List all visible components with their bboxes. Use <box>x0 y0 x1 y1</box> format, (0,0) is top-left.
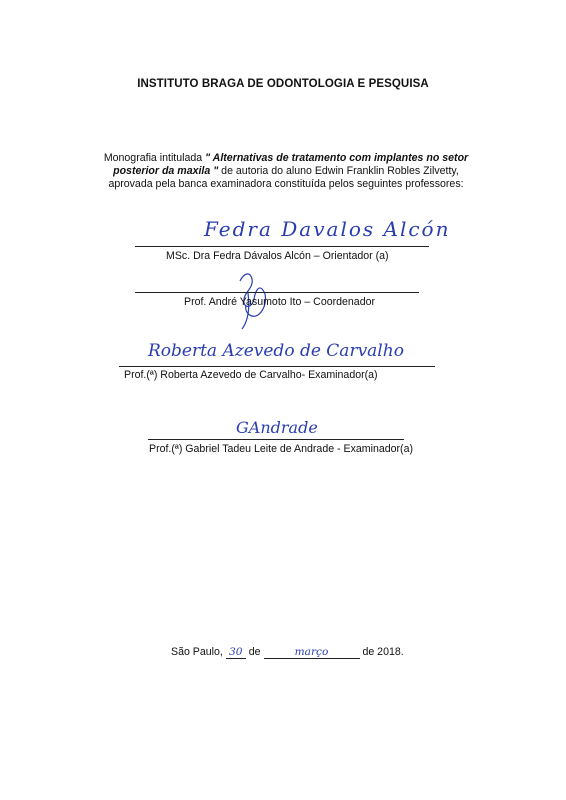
date-day: 30 <box>226 646 246 659</box>
date-city: São Paulo, <box>171 646 223 658</box>
signature-1: Fedra Davalos Alcón <box>204 217 451 241</box>
signature-3: Roberta Azevedo de Carvalho <box>148 341 404 361</box>
monograph-title: " Alternativas de tratamento com implantes no setor posterior da maxila " <box>113 152 469 177</box>
intro-prefix: Monografia intitulada <box>103 152 206 164</box>
signature-4: GAndrade <box>236 418 318 437</box>
signature-line-3 <box>119 366 435 367</box>
institution-title: INSTITUTO BRAGA DE ODONTOLOGIA E PESQUISA <box>137 78 429 90</box>
signature-line-2 <box>135 292 419 293</box>
date-year: de 2018. <box>362 646 404 658</box>
signature-line-1 <box>135 246 429 247</box>
examiner-1-caption: MSc. Dra Fedra Dávalos Alcón – Orientador (a) <box>166 250 389 262</box>
examiner-3-caption: Prof.(ª) Roberta Azevedo de Carvalho- Examinador(a) <box>124 369 378 381</box>
date-de-1: de <box>248 646 261 658</box>
intro-suffix: de autoria do aluno Edwin Franklin Robles Zilvetty, aprovada pela banca examinadora constituída pelos seguintes professores: <box>108 165 464 190</box>
date-line <box>171 646 404 659</box>
date-month: março <box>264 646 360 659</box>
examiner-4-caption: Prof.(ª) Gabriel Tadeu Leite de Andrade - Examinador(a) <box>149 443 413 455</box>
signature-line-4 <box>148 439 404 440</box>
examiner-2-caption: Prof. André Yasumoto Ito – Coordenador <box>184 296 376 308</box>
intro-paragraph <box>96 152 476 191</box>
